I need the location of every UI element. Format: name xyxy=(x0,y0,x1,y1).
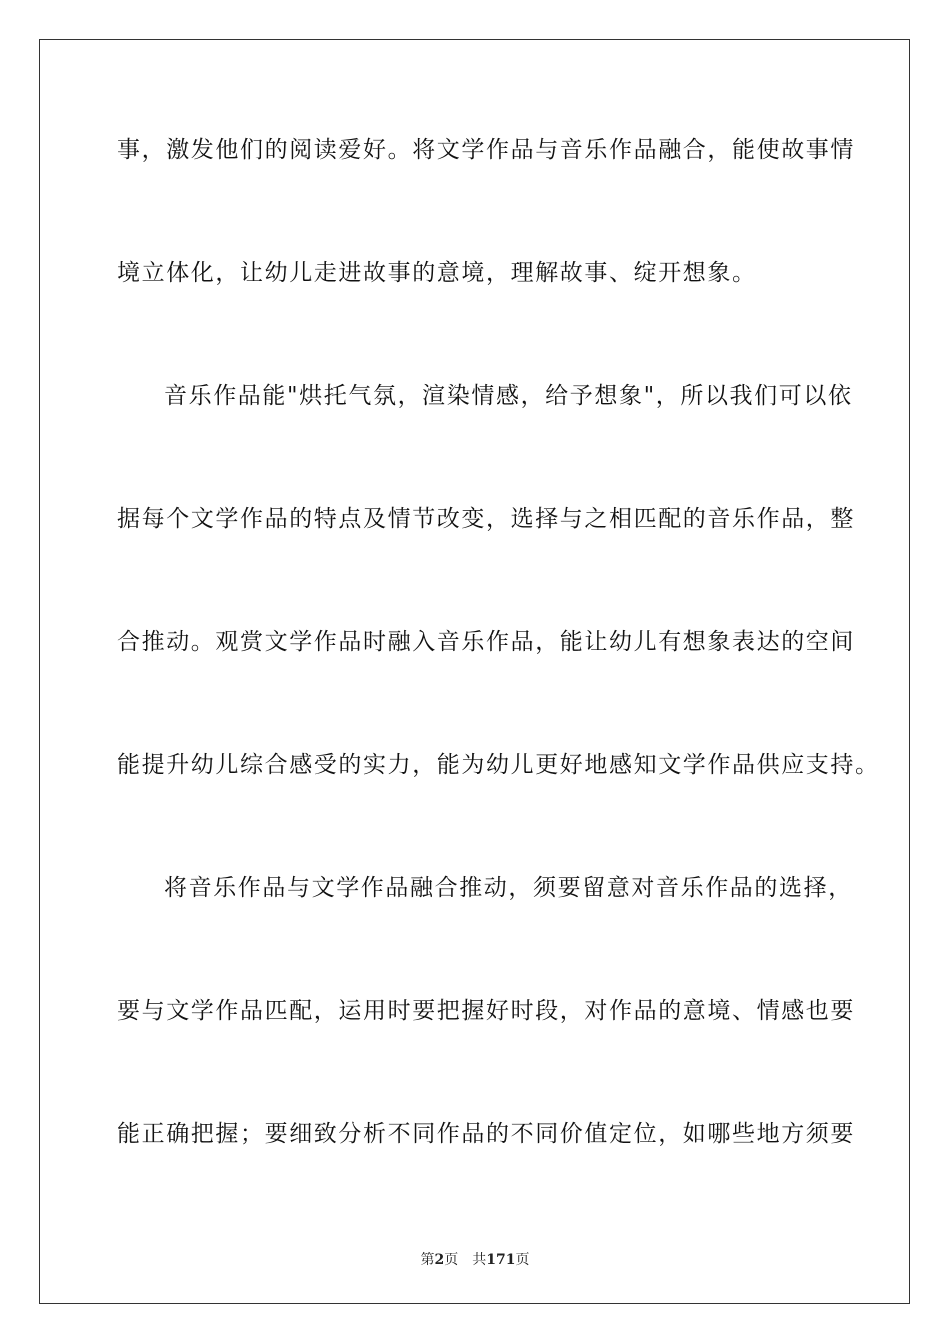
total-pages: 171 xyxy=(486,1252,516,1268)
text-line-6: 能提升幼儿综合感受的实力，能为幼儿更好地感知文学作品供应支持。 xyxy=(117,752,880,778)
text-line-1: 事，激发他们的阅读爱好。将文学作品与音乐作品融合，能使故事情 xyxy=(117,137,855,163)
page-footer xyxy=(0,1249,950,1269)
total-prefix: 共 xyxy=(472,1252,487,1268)
page-suffix: 页 xyxy=(444,1252,459,1268)
text-line-5: 合推动。观赏文学作品时融入音乐作品，能让幼儿有想象表达的空间 xyxy=(117,629,855,655)
text-line-3: 音乐作品能"烘托气氛，渲染情感，给予想象"，所以我们可以依 xyxy=(164,383,853,409)
total-suffix: 页 xyxy=(515,1252,530,1268)
page-prefix: 第 xyxy=(420,1252,435,1268)
text-line-8: 要与文学作品匹配，运用时要把握好时段，对作品的意境、情感也要 xyxy=(117,998,855,1024)
text-line-4: 据每个文学作品的特点及情节改变，选择与之相匹配的音乐作品，整 xyxy=(117,506,855,532)
text-line-9: 能正确把握；要细致分析不同作品的不同价值定位，如哪些地方须要 xyxy=(117,1121,855,1147)
page-number: 2 xyxy=(434,1252,445,1268)
text-line-7: 将音乐作品与文学作品融合推动，须要留意对音乐作品的选择， xyxy=(164,875,853,901)
page-frame xyxy=(39,39,910,1304)
text-line-2: 境立体化，让幼儿走进故事的意境，理解故事、绽开想象。 xyxy=(117,260,757,286)
